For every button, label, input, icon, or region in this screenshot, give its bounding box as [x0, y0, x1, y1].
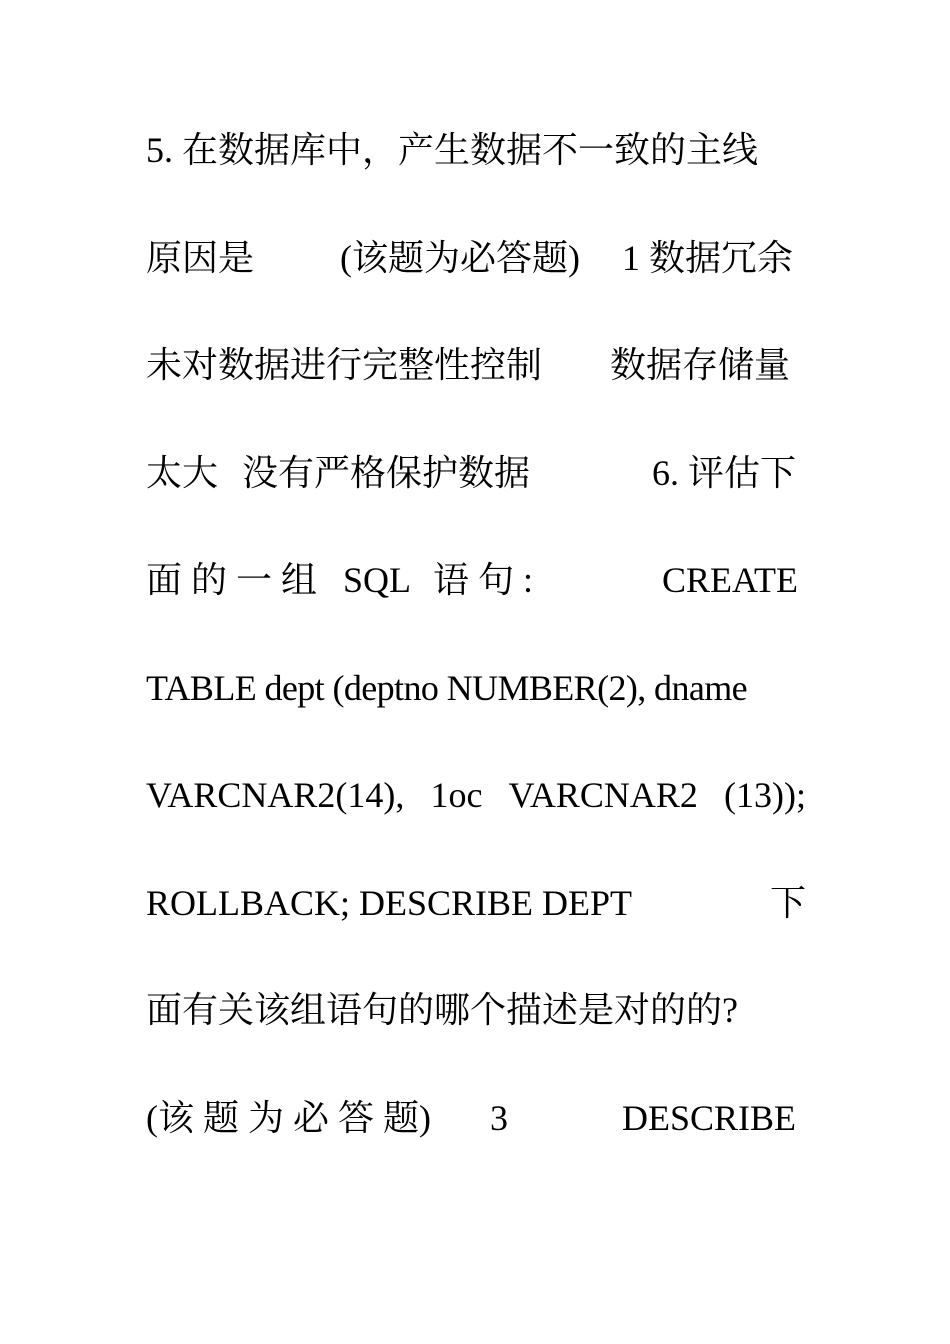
- text-segment: 面 的 一 组: [146, 560, 318, 600]
- text-segment: (该 题 为 必 答 题): [146, 1097, 431, 1138]
- text-segment: 语 句 :: [433, 560, 534, 600]
- text-segment: 没有严格保护数据: [242, 452, 531, 493]
- text-segment: SQL: [343, 560, 412, 600]
- text-segment: 太大: [146, 452, 219, 493]
- text-line-8: [146, 868, 806, 976]
- text-segment: (该题为必答题): [340, 237, 580, 278]
- text-segment: DESCRIBE: [622, 1097, 797, 1138]
- text-line-10: [146, 1083, 806, 1191]
- text-segment: (13));: [724, 775, 806, 815]
- text-segment: 1oc: [430, 775, 483, 815]
- text-line-2: [146, 223, 806, 331]
- text-line-4: [146, 438, 806, 546]
- text-segment: 面有关该组语句的哪个描述是对的的?: [146, 990, 738, 1030]
- text-line-1: [146, 115, 806, 223]
- text-segment: 3: [490, 1097, 508, 1138]
- text-segment: CREATE: [662, 560, 799, 600]
- text-segment: TABLE dept (deptno NUMBER(2), dname: [146, 667, 748, 708]
- text-segment: 6. 评估下: [652, 452, 797, 493]
- text-segment: 数据存储量: [610, 345, 791, 385]
- justified-line: [146, 760, 806, 830]
- text-segment: VARCNAR2: [508, 775, 698, 815]
- document-body: [146, 115, 806, 1190]
- text-segment: ROLLBACK; DESCRIBE DEPT: [146, 882, 633, 923]
- text-segment: 5. 在数据库中，产生数据不一致的主线: [146, 130, 759, 170]
- text-line-3: [146, 330, 806, 438]
- text-segment: 下: [770, 882, 807, 923]
- text-line-9: [146, 975, 806, 1083]
- text-segment: 1 数据冗余: [622, 237, 794, 278]
- text-segment: VARCNAR2(14),: [146, 775, 405, 815]
- text-line-7: [146, 760, 806, 868]
- text-segment: 未对数据进行完整性控制: [146, 345, 543, 385]
- text-line-5: [146, 545, 806, 653]
- text-line-6: [146, 653, 806, 761]
- text-segment: 原因是: [146, 237, 255, 278]
